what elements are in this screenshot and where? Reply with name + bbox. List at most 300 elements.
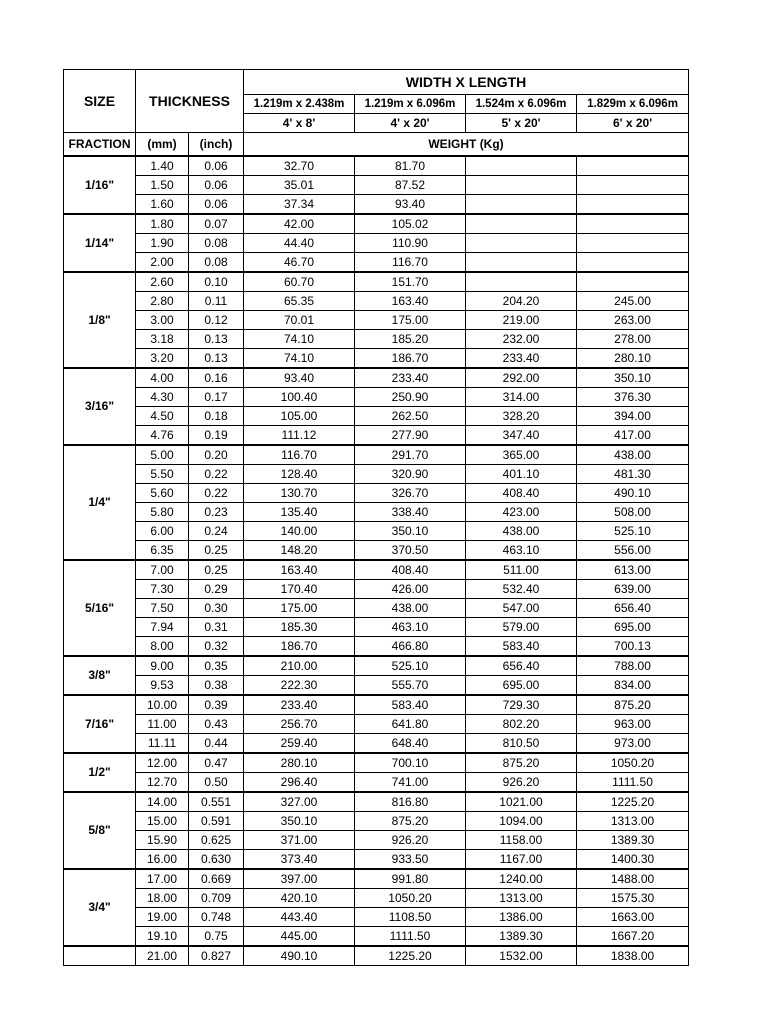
thickness-mm-cell: 2.80 (136, 291, 189, 310)
fraction-cell (64, 946, 136, 966)
weight-5x20-cell: 1313.00 (466, 888, 577, 907)
weight-6x20-cell: 394.00 (577, 406, 689, 425)
weight-6x20-cell: 556.00 (577, 540, 689, 560)
table-row (64, 753, 689, 773)
thickness-inch-cell: 0.08 (189, 252, 244, 272)
weight-5x20-cell (466, 233, 577, 252)
weight-6x20-cell: 1313.00 (577, 811, 689, 830)
table-row (64, 483, 689, 502)
table-row (64, 521, 689, 540)
table-row (64, 406, 689, 425)
fraction-cell: 1/8" (64, 272, 136, 368)
weight-6x20-cell: 481.30 (577, 464, 689, 483)
thickness-inch-cell: 0.07 (189, 214, 244, 234)
weight-6x20-cell (577, 214, 689, 234)
weight-5x20-cell: 408.40 (466, 483, 577, 502)
thickness-mm-cell: 9.00 (136, 656, 189, 676)
table-row (64, 733, 689, 753)
size-header: SIZE (64, 70, 136, 133)
thickness-inch-cell: 0.13 (189, 348, 244, 368)
weight-4x20-cell: 1050.20 (355, 888, 466, 907)
table-row (64, 464, 689, 483)
fraction-cell: 1/14" (64, 214, 136, 272)
weight-5x20-cell: 233.40 (466, 348, 577, 368)
fraction-cell: 5/16" (64, 560, 136, 656)
thickness-inch-cell: 0.12 (189, 310, 244, 329)
fraction-cell: 1/16" (64, 156, 136, 214)
weight-5x20-cell: 511.00 (466, 560, 577, 580)
thickness-inch-cell: 0.29 (189, 579, 244, 598)
weight-6x20-cell (577, 252, 689, 272)
weight-5x20-cell: 729.30 (466, 695, 577, 715)
fraction-header: FRACTION (64, 133, 136, 156)
weight-6x20-cell (577, 272, 689, 292)
weight-5x20-cell (466, 214, 577, 234)
weight-4x20-cell: 262.50 (355, 406, 466, 425)
thickness-inch-cell: 0.748 (189, 907, 244, 926)
weight-5x20-cell: 1094.00 (466, 811, 577, 830)
weight-5x20-cell: 656.40 (466, 656, 577, 676)
thickness-inch-cell: 0.18 (189, 406, 244, 425)
thickness-mm-cell: 8.00 (136, 636, 189, 656)
weight-6x20-cell: 1225.20 (577, 792, 689, 812)
thickness-inch-cell: 0.47 (189, 753, 244, 773)
weight-4x8-cell: 105.00 (244, 406, 355, 425)
weight-5x20-cell (466, 194, 577, 214)
table-row (64, 792, 689, 812)
table-row (64, 907, 689, 926)
weight-4x8-cell: 148.20 (244, 540, 355, 560)
weight-5x20-cell: 1167.00 (466, 849, 577, 869)
weight-6x20-cell: 1575.30 (577, 888, 689, 907)
fraction-cell: 3/4" (64, 869, 136, 946)
thickness-mm-cell: 1.80 (136, 214, 189, 234)
table-row (64, 772, 689, 792)
thickness-mm-cell: 15.00 (136, 811, 189, 830)
weight-5x20-cell: 347.40 (466, 425, 577, 445)
thickness-inch-cell: 0.22 (189, 464, 244, 483)
weight-4x20-cell: 700.10 (355, 753, 466, 773)
weight-4x8-cell: 70.01 (244, 310, 355, 329)
weight-4x20-cell: 105.02 (355, 214, 466, 234)
weight-6x20-cell: 417.00 (577, 425, 689, 445)
table-row (64, 252, 689, 272)
weight-6x20-cell: 1667.20 (577, 926, 689, 946)
weight-4x8-cell: 65.35 (244, 291, 355, 310)
weight-4x8-cell: 35.01 (244, 175, 355, 194)
weight-4x20-cell: 466.80 (355, 636, 466, 656)
weight-4x20-cell: 320.90 (355, 464, 466, 483)
table-row (64, 540, 689, 560)
weight-6x20-cell: 656.40 (577, 598, 689, 617)
thickness-mm-cell: 7.50 (136, 598, 189, 617)
weight-4x20-cell: 186.70 (355, 348, 466, 368)
width-length-header: WIDTH X LENGTH (244, 70, 689, 95)
weight-4x8-cell: 350.10 (244, 811, 355, 830)
thickness-inch-cell: 0.591 (189, 811, 244, 830)
thickness-inch-cell: 0.669 (189, 869, 244, 889)
thickness-mm-cell: 10.00 (136, 695, 189, 715)
weight-5x20-cell: 532.40 (466, 579, 577, 598)
weight-4x8-cell: 130.70 (244, 483, 355, 502)
thickness-inch-cell: 0.31 (189, 617, 244, 636)
weight-5x20-cell: 926.20 (466, 772, 577, 792)
table-row (64, 425, 689, 445)
weight-5x20-cell: 292.00 (466, 368, 577, 388)
thickness-mm-cell: 1.90 (136, 233, 189, 252)
weight-6x20-cell: 973.00 (577, 733, 689, 753)
thickness-mm-cell: 5.80 (136, 502, 189, 521)
thickness-mm-cell: 5.50 (136, 464, 189, 483)
weight-5x20-cell: 438.00 (466, 521, 577, 540)
thickness-mm-cell: 6.00 (136, 521, 189, 540)
dim-metric-1: 1.219m x 2.438m (244, 95, 355, 114)
dim-metric-3: 1.524m x 6.096m (466, 95, 577, 114)
weight-6x20-cell: 1400.30 (577, 849, 689, 869)
thickness-mm-cell: 1.40 (136, 156, 189, 176)
weight-4x20-cell: 338.40 (355, 502, 466, 521)
thickness-mm-cell: 5.00 (136, 445, 189, 465)
weight-5x20-cell: 875.20 (466, 753, 577, 773)
thickness-mm-cell: 15.90 (136, 830, 189, 849)
thickness-mm-cell: 6.35 (136, 540, 189, 560)
thickness-inch-cell: 0.44 (189, 733, 244, 753)
weight-5x20-cell: 314.00 (466, 387, 577, 406)
weight-4x8-cell: 445.00 (244, 926, 355, 946)
weight-4x20-cell: 163.40 (355, 291, 466, 310)
weight-4x20-cell: 741.00 (355, 772, 466, 792)
weight-4x8-cell: 46.70 (244, 252, 355, 272)
thickness-mm-cell: 14.00 (136, 792, 189, 812)
weight-4x8-cell: 175.00 (244, 598, 355, 617)
table-row (64, 368, 689, 388)
table-row (64, 636, 689, 656)
weight-6x20-cell: 1111.50 (577, 772, 689, 792)
thickness-inch-cell: 0.630 (189, 849, 244, 869)
table-row (64, 291, 689, 310)
table-row (64, 194, 689, 214)
weight-4x20-cell: 1225.20 (355, 946, 466, 966)
weight-4x8-cell: 42.00 (244, 214, 355, 234)
table-row (64, 617, 689, 636)
weight-5x20-cell: 365.00 (466, 445, 577, 465)
weight-4x8-cell: 93.40 (244, 368, 355, 388)
weight-4x20-cell: 185.20 (355, 329, 466, 348)
table-row (64, 445, 689, 465)
thickness-inch-cell: 0.35 (189, 656, 244, 676)
thickness-inch-cell: 0.25 (189, 540, 244, 560)
thickness-mm-cell: 12.70 (136, 772, 189, 792)
thickness-mm-cell: 4.30 (136, 387, 189, 406)
weight-5x20-cell: 1158.00 (466, 830, 577, 849)
weight-4x20-cell: 1108.50 (355, 907, 466, 926)
weight-4x20-cell: 933.50 (355, 849, 466, 869)
weight-4x20-cell: 463.10 (355, 617, 466, 636)
weight-6x20-cell: 695.00 (577, 617, 689, 636)
fraction-cell: 3/8" (64, 656, 136, 695)
dim-metric-2: 1.219m x 6.096m (355, 95, 466, 114)
thickness-mm-cell: 11.00 (136, 714, 189, 733)
weight-6x20-cell: 1488.00 (577, 869, 689, 889)
weight-4x20-cell: 87.52 (355, 175, 466, 194)
weight-5x20-cell: 810.50 (466, 733, 577, 753)
weight-4x20-cell: 648.40 (355, 733, 466, 753)
weight-6x20-cell: 350.10 (577, 368, 689, 388)
table-row (64, 214, 689, 234)
dim-feet-1: 4' x 8' (244, 114, 355, 133)
weight-5x20-cell (466, 175, 577, 194)
weight-6x20-cell: 525.10 (577, 521, 689, 540)
table-row (64, 579, 689, 598)
weight-4x8-cell: 259.40 (244, 733, 355, 753)
weight-6x20-cell: 508.00 (577, 502, 689, 521)
weight-4x8-cell: 371.00 (244, 830, 355, 849)
weight-4x20-cell: 326.70 (355, 483, 466, 502)
fraction-cell: 3/16" (64, 368, 136, 445)
thickness-inch-cell: 0.24 (189, 521, 244, 540)
weight-4x20-cell: 1111.50 (355, 926, 466, 946)
weight-6x20-cell: 639.00 (577, 579, 689, 598)
thickness-inch-cell: 0.13 (189, 329, 244, 348)
table-row (64, 502, 689, 521)
weight-4x8-cell: 185.30 (244, 617, 355, 636)
weight-4x20-cell: 110.90 (355, 233, 466, 252)
thickness-mm-cell: 4.00 (136, 368, 189, 388)
thickness-mm-cell: 4.76 (136, 425, 189, 445)
thickness-inch-cell: 0.709 (189, 888, 244, 907)
table-row (64, 560, 689, 580)
weight-6x20-cell: 834.00 (577, 675, 689, 695)
weight-6x20-cell: 1663.00 (577, 907, 689, 926)
thickness-mm-cell: 16.00 (136, 849, 189, 869)
weight-4x8-cell: 443.40 (244, 907, 355, 926)
thickness-mm-cell: 12.00 (136, 753, 189, 773)
weight-6x20-cell: 788.00 (577, 656, 689, 676)
weight-4x8-cell: 37.34 (244, 194, 355, 214)
thickness-mm-cell: 1.50 (136, 175, 189, 194)
weight-4x8-cell: 296.40 (244, 772, 355, 792)
weight-4x20-cell: 175.00 (355, 310, 466, 329)
thickness-inch-cell: 0.23 (189, 502, 244, 521)
weight-4x20-cell: 991.80 (355, 869, 466, 889)
weight-6x20-cell (577, 194, 689, 214)
weight-5x20-cell: 401.10 (466, 464, 577, 483)
thickness-mm-cell: 7.00 (136, 560, 189, 580)
thickness-inch-cell: 0.08 (189, 233, 244, 252)
weight-4x20-cell: 426.00 (355, 579, 466, 598)
thickness-mm-cell: 19.10 (136, 926, 189, 946)
weight-6x20-cell: 1050.20 (577, 753, 689, 773)
weight-4x8-cell: 210.00 (244, 656, 355, 676)
weight-5x20-cell: 204.20 (466, 291, 577, 310)
weight-4x8-cell: 135.40 (244, 502, 355, 521)
thickness-inch-cell: 0.20 (189, 445, 244, 465)
thickness-inch-cell: 0.827 (189, 946, 244, 966)
table-row (64, 598, 689, 617)
weight-5x20-cell (466, 156, 577, 176)
table-row (64, 329, 689, 348)
weight-4x20-cell: 816.80 (355, 792, 466, 812)
table-row (64, 946, 689, 966)
thickness-inch-cell: 0.32 (189, 636, 244, 656)
weight-5x20-cell: 583.40 (466, 636, 577, 656)
weight-4x20-cell: 350.10 (355, 521, 466, 540)
table-row (64, 869, 689, 889)
weight-6x20-cell (577, 156, 689, 176)
table-row (64, 695, 689, 715)
weight-4x20-cell: 525.10 (355, 656, 466, 676)
dim-feet-2: 4' x 20' (355, 114, 466, 133)
thickness-inch-cell: 0.30 (189, 598, 244, 617)
weight-4x20-cell: 277.90 (355, 425, 466, 445)
weight-6x20-cell: 1389.30 (577, 830, 689, 849)
weight-4x20-cell: 233.40 (355, 368, 466, 388)
weight-6x20-cell: 376.30 (577, 387, 689, 406)
weight-6x20-cell: 280.10 (577, 348, 689, 368)
weight-4x20-cell: 116.70 (355, 252, 466, 272)
weight-4x8-cell: 163.40 (244, 560, 355, 580)
weight-4x8-cell: 222.30 (244, 675, 355, 695)
weight-6x20-cell: 613.00 (577, 560, 689, 580)
table-row (64, 387, 689, 406)
table-row (64, 272, 689, 292)
weight-6x20-cell: 263.00 (577, 310, 689, 329)
thickness-mm-cell: 19.00 (136, 907, 189, 926)
weight-5x20-cell: 232.00 (466, 329, 577, 348)
weight-5x20-cell: 1240.00 (466, 869, 577, 889)
weight-table (63, 69, 689, 966)
weight-4x8-cell: 490.10 (244, 946, 355, 966)
thickness-mm-cell: 3.20 (136, 348, 189, 368)
thickness-inch-cell: 0.551 (189, 792, 244, 812)
weight-4x20-cell: 926.20 (355, 830, 466, 849)
thickness-mm-cell: 18.00 (136, 888, 189, 907)
weight-5x20-cell: 1389.30 (466, 926, 577, 946)
weight-6x20-cell (577, 233, 689, 252)
fraction-cell: 5/8" (64, 792, 136, 869)
thickness-inch-cell: 0.17 (189, 387, 244, 406)
thickness-mm-cell: 5.60 (136, 483, 189, 502)
weight-4x20-cell: 641.80 (355, 714, 466, 733)
weight-6x20-cell: 700.13 (577, 636, 689, 656)
thickness-mm-cell: 21.00 (136, 946, 189, 966)
table-row (64, 656, 689, 676)
thickness-mm-cell: 9.53 (136, 675, 189, 695)
weight-4x8-cell: 397.00 (244, 869, 355, 889)
weight-header: WEIGHT (Kg) (244, 133, 689, 156)
thickness-mm-cell: 3.18 (136, 329, 189, 348)
thickness-inch-cell: 0.10 (189, 272, 244, 292)
weight-4x8-cell: 74.10 (244, 348, 355, 368)
table-row (64, 849, 689, 869)
weight-6x20-cell: 1838.00 (577, 946, 689, 966)
weight-4x20-cell: 151.70 (355, 272, 466, 292)
thickness-mm-cell: 2.00 (136, 252, 189, 272)
weight-5x20-cell: 328.20 (466, 406, 577, 425)
thickness-inch-cell: 0.19 (189, 425, 244, 445)
thickness-inch-cell: 0.11 (189, 291, 244, 310)
thickness-inch-cell: 0.38 (189, 675, 244, 695)
weight-5x20-cell: 579.00 (466, 617, 577, 636)
weight-5x20-cell: 1021.00 (466, 792, 577, 812)
thickness-mm-cell: 2.60 (136, 272, 189, 292)
weight-4x20-cell: 370.50 (355, 540, 466, 560)
thickness-mm-cell: 11.11 (136, 733, 189, 753)
weight-6x20-cell: 963.00 (577, 714, 689, 733)
weight-5x20-cell: 547.00 (466, 598, 577, 617)
weight-5x20-cell: 1532.00 (466, 946, 577, 966)
weight-4x8-cell: 140.00 (244, 521, 355, 540)
weight-6x20-cell: 490.10 (577, 483, 689, 502)
table-row (64, 888, 689, 907)
weight-4x8-cell: 100.40 (244, 387, 355, 406)
weight-4x8-cell: 128.40 (244, 464, 355, 483)
thickness-inch-cell: 0.16 (189, 368, 244, 388)
weight-4x20-cell: 875.20 (355, 811, 466, 830)
weight-5x20-cell: 463.10 (466, 540, 577, 560)
thickness-mm-cell: 7.30 (136, 579, 189, 598)
thickness-mm-cell: 4.50 (136, 406, 189, 425)
thickness-inch-cell: 0.25 (189, 560, 244, 580)
table-row (64, 156, 689, 176)
inch-header: (inch) (189, 133, 244, 156)
table-body (64, 156, 689, 966)
weight-4x20-cell: 408.40 (355, 560, 466, 580)
weight-5x20-cell (466, 272, 577, 292)
weight-5x20-cell: 423.00 (466, 502, 577, 521)
weight-6x20-cell: 875.20 (577, 695, 689, 715)
weight-4x8-cell: 170.40 (244, 579, 355, 598)
mm-header: (mm) (136, 133, 189, 156)
thickness-inch-cell: 0.50 (189, 772, 244, 792)
weight-4x20-cell: 81.70 (355, 156, 466, 176)
thickness-inch-cell: 0.22 (189, 483, 244, 502)
weight-4x8-cell: 111.12 (244, 425, 355, 445)
table-row (64, 348, 689, 368)
weight-6x20-cell: 438.00 (577, 445, 689, 465)
weight-4x8-cell: 420.10 (244, 888, 355, 907)
weight-4x20-cell: 438.00 (355, 598, 466, 617)
weight-6x20-cell: 278.00 (577, 329, 689, 348)
weight-4x20-cell: 555.70 (355, 675, 466, 695)
thickness-inch-cell: 0.06 (189, 156, 244, 176)
table-row (64, 310, 689, 329)
fraction-cell: 1/4" (64, 445, 136, 560)
dim-metric-4: 1.829m x 6.096m (577, 95, 689, 114)
weight-4x8-cell: 32.70 (244, 156, 355, 176)
dim-feet-3: 5' x 20' (466, 114, 577, 133)
table-row (64, 830, 689, 849)
thickness-mm-cell: 1.60 (136, 194, 189, 214)
table-row (64, 233, 689, 252)
table-header (64, 70, 689, 156)
table-row (64, 811, 689, 830)
weight-4x20-cell: 250.90 (355, 387, 466, 406)
weight-4x8-cell: 373.40 (244, 849, 355, 869)
weight-6x20-cell (577, 175, 689, 194)
weight-4x8-cell: 233.40 (244, 695, 355, 715)
thickness-mm-cell: 3.00 (136, 310, 189, 329)
dim-feet-4: 6' x 20' (577, 114, 689, 133)
thickness-inch-cell: 0.39 (189, 695, 244, 715)
thickness-inch-cell: 0.625 (189, 830, 244, 849)
thickness-mm-cell: 17.00 (136, 869, 189, 889)
fraction-cell: 7/16" (64, 695, 136, 753)
weight-4x8-cell: 256.70 (244, 714, 355, 733)
steel-plate-weight-table (63, 69, 688, 966)
table-row (64, 714, 689, 733)
weight-5x20-cell: 802.20 (466, 714, 577, 733)
